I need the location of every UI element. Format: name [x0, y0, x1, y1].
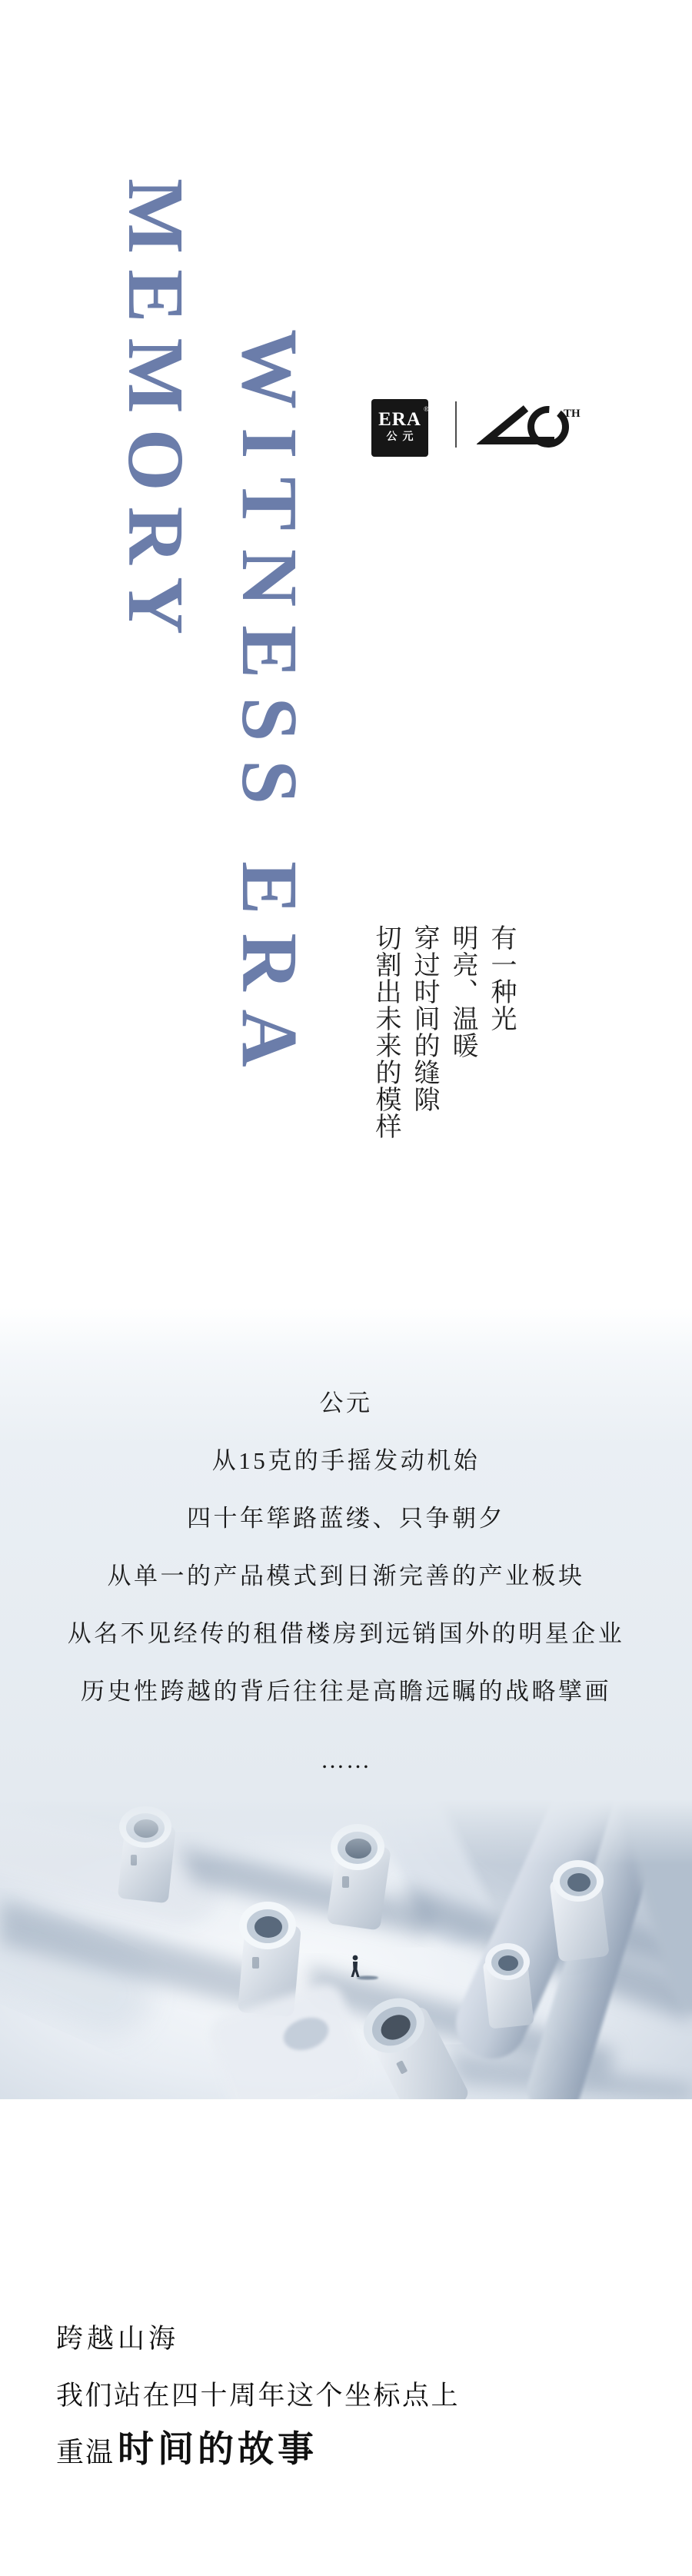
intro-line: 穿过时间的缝隙 [410, 924, 438, 1113]
brand-name-text: ERA [378, 409, 421, 430]
anniversary-40th-logo [477, 403, 584, 452]
anniversary-th: TH [564, 408, 581, 420]
footer-line-3 [56, 2421, 318, 2472]
brand-name [378, 405, 430, 430]
photo-top-fade [0, 1799, 692, 1865]
pipe-fittings-photo [0, 1799, 692, 2099]
story-line: 公元 [319, 1390, 373, 1416]
story-line: 从15克的手摇发动机始 [211, 1447, 481, 1474]
registered-mark: ® [424, 405, 430, 413]
footer-line-2: 我们站在四十周年这个坐标点上 [56, 2381, 461, 2411]
story-section [0, 1374, 692, 1789]
intro-line: 切割出未来的模样 [371, 924, 400, 1140]
story-ellipsis: …… [321, 1746, 371, 1773]
brand-chinese-name: 公元 [386, 431, 419, 443]
footer-line-3-emphasis: 时间的故事 [118, 2430, 318, 2470]
footer-line-1: 跨越山海 [56, 2324, 180, 2354]
footer-line-3-prefix: 重温 [56, 2437, 115, 2468]
story-line: 从名不见经传的租借楼房到远销国外的明星企业 [67, 1620, 625, 1647]
logo-divider [455, 401, 457, 448]
vertical-word-memory: MEMORY [111, 178, 200, 651]
pipe-fitting [549, 1860, 609, 1962]
intro-line: 有一种光 [487, 924, 515, 1032]
intro-line: 明亮、温暖 [448, 924, 477, 1059]
anniversary-40-glyph [487, 403, 573, 451]
era-brand-logo [371, 399, 428, 457]
intro-vertical-text [366, 924, 520, 1155]
story-line: 历史性跨越的背后往往是高瞻远瞩的战略擘画 [81, 1678, 611, 1705]
story-line: 四十年筚路蓝缕、只争朝夕 [187, 1505, 505, 1532]
pipe-fitting [483, 1943, 534, 2029]
vertical-word-witness-era: WITNESS ERA [225, 329, 314, 1086]
story-line: 从单一的产品模式到日渐完善的产业板块 [107, 1563, 585, 1589]
